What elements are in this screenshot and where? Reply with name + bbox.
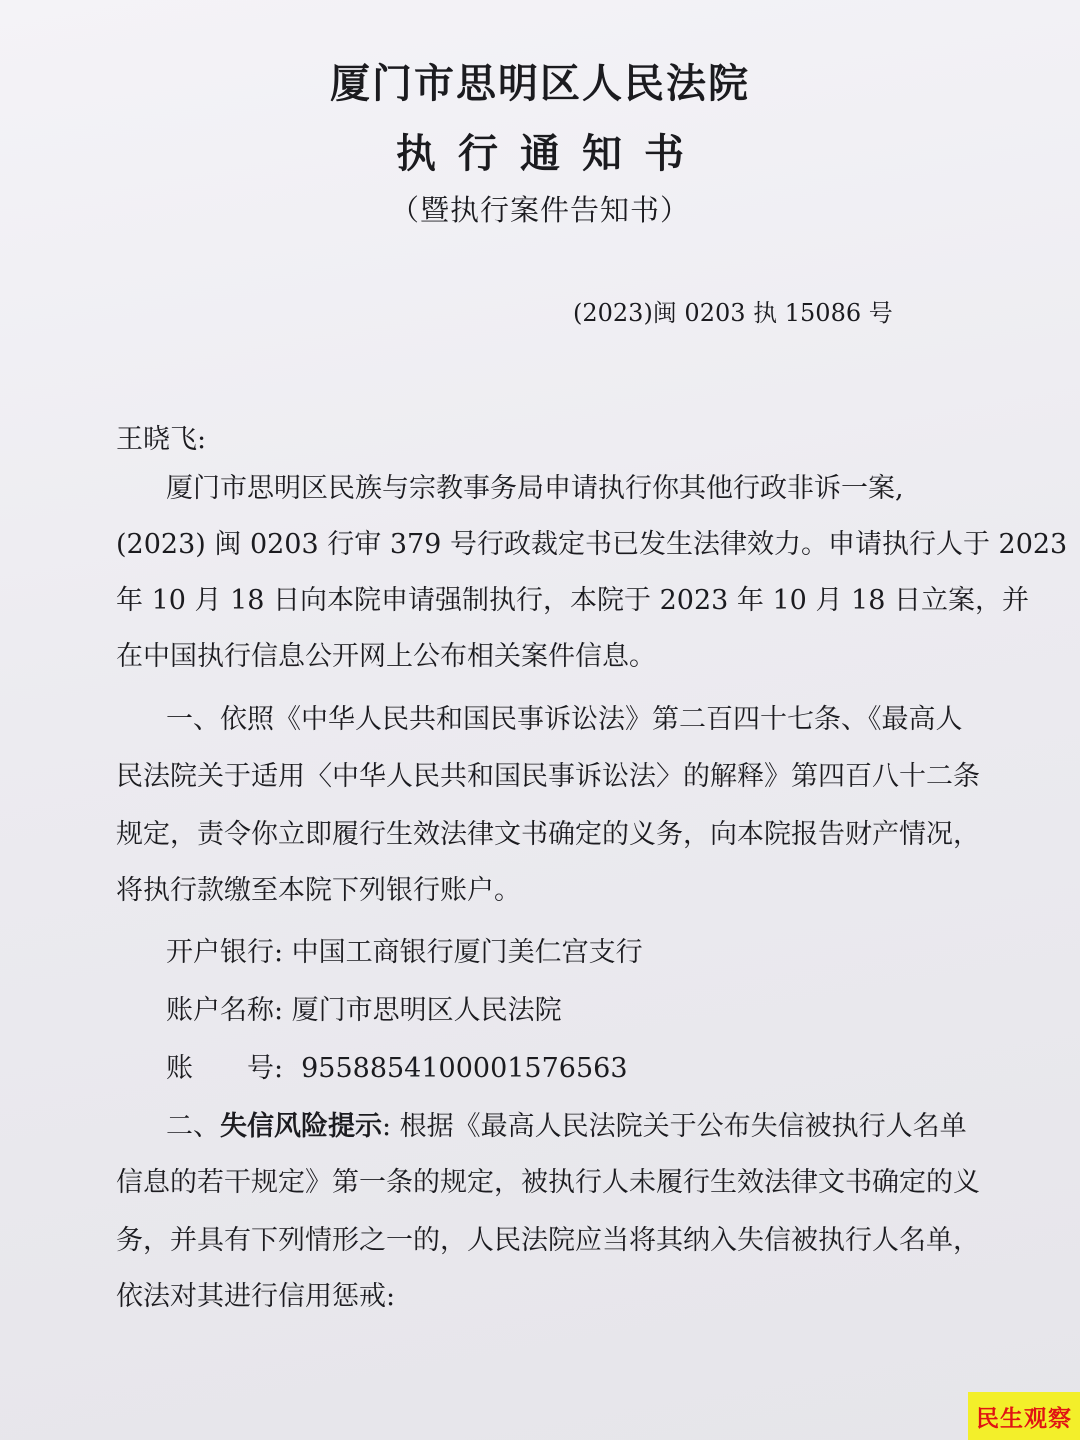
- paragraph-2-line-3: 规定，责令你立即履行生效法律文书确定的义务，向本院报告财产情况，: [116, 819, 980, 850]
- account-number-value: 9558854100001576563: [301, 1053, 628, 1084]
- account-name-line: 账户名称: 厦门市思明区人民法院: [166, 995, 562, 1026]
- paragraph-1-line-1: 厦门市思明区民族与宗教事务局申请执行你其他行政非诉一案,: [166, 473, 904, 504]
- paragraph-3-line-2: 信息的若干规定》第一条的规定，被执行人未履行生效法律文书确定的义: [116, 1167, 980, 1198]
- paragraph-2-line-2: 民法院关于适用〈中华人民共和国民事诉讼法〉的解释》第四百八十二条: [116, 761, 980, 792]
- paragraph-3-prefix: 二、: [166, 1111, 220, 1142]
- paragraph-1-line-2: (2023) 闽 0203 行审 379 号行政裁定书已发生法律效力。申请执行人于 2023: [116, 529, 1068, 560]
- paragraph-1-line-3: 年 10 月 18 日向本院申请强制执行，本院于 2023 年 10 月 18 日立案，并: [116, 585, 1029, 616]
- document-subtitle: （暨执行案件告知书）: [389, 193, 690, 227]
- account-number-label: 账 号:: [166, 1053, 284, 1084]
- bank-name-line: 开户银行: 中国工商银行厦门美仁宫支行: [166, 937, 643, 968]
- addressee: 王晓飞:: [116, 424, 207, 455]
- paragraph-2-line-1: 一、依照《中华人民共和国民事诉讼法》第二百四十七条、《最高人: [166, 704, 963, 735]
- paragraph-1-line-4: 在中国执行信息公开网上公布相关案件信息。: [116, 641, 656, 672]
- court-name: 厦门市思明区人民法院: [330, 60, 750, 107]
- paragraph-3-first-rest: : 根据《最高人民法院关于公布失信被执行人名单: [382, 1111, 967, 1142]
- paragraph-3-line-3: 务，并具有下列情形之一的，人民法院应当将其纳入失信被执行人名单，: [116, 1225, 980, 1256]
- watermark-badge: 民生观察: [968, 1392, 1080, 1440]
- paragraph-3-line-1: [166, 1104, 967, 1143]
- document-title: 执行通知书: [396, 130, 706, 177]
- case-number: (2023)闽 0203 执 15086 号: [573, 299, 893, 327]
- paragraph-2-line-4: 将执行款缴至本院下列银行账户。: [116, 875, 521, 906]
- account-number-line: [166, 1046, 628, 1085]
- dishonesty-risk-label: 失信风险提示: [220, 1111, 382, 1142]
- paragraph-3-line-4: 依法对其进行信用惩戒:: [116, 1281, 396, 1312]
